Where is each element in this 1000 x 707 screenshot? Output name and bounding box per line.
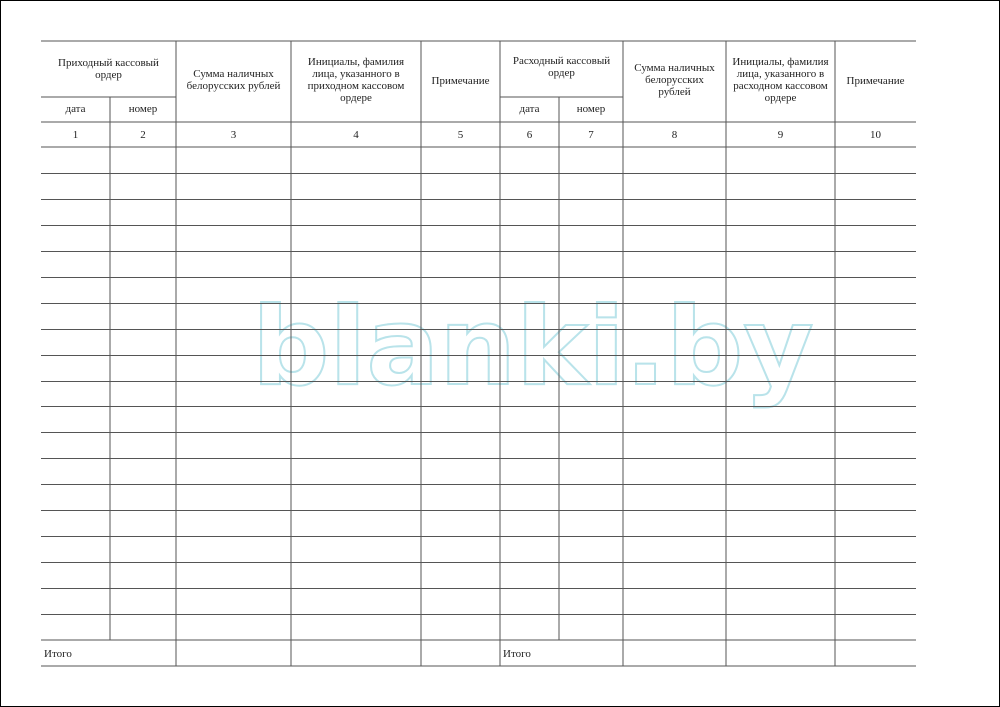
incoming-total-label: Итого bbox=[44, 648, 72, 660]
column-number: 7 bbox=[588, 129, 594, 141]
outgoing-sum-header-line: Сумма наличных bbox=[634, 62, 715, 74]
incoming-person-header-line: приходном кассовом bbox=[307, 80, 405, 92]
outgoing-person-header-line: расходном кассовом bbox=[733, 80, 828, 92]
incoming-group-header-line: Приходный кассовый bbox=[58, 57, 159, 69]
incoming-date-header: дата bbox=[65, 103, 86, 115]
outgoing-group-header-line: ордер bbox=[548, 67, 575, 79]
outgoing-date-header: дата bbox=[519, 103, 540, 115]
outgoing-person-header-line: Инициалы, фамилия bbox=[732, 56, 829, 68]
column-number: 8 bbox=[671, 129, 678, 141]
column-number: 5 bbox=[457, 129, 464, 141]
outgoing-person-header-line: ордере bbox=[764, 92, 797, 104]
incoming-person-header-line: ордере bbox=[340, 92, 372, 104]
column-number: 2 bbox=[140, 129, 146, 141]
column-number: 4 bbox=[353, 129, 359, 141]
outgoing-person-header-line: лица, указанного в bbox=[736, 68, 825, 80]
incoming-person-header-line: Инициалы, фамилия bbox=[307, 56, 405, 68]
incoming-note-header: Примечание bbox=[431, 75, 490, 87]
outgoing-group-header-line: Расходный кассовый bbox=[512, 55, 611, 67]
column-number: 9 bbox=[777, 129, 784, 141]
column-number: 10 bbox=[870, 129, 881, 141]
incoming-sum-header-line: Сумма наличных bbox=[193, 68, 274, 80]
outgoing-number-header: номер bbox=[576, 103, 606, 115]
outgoing-total-label: Итого bbox=[503, 648, 531, 660]
incoming-sum-header-line: белорусских рублей bbox=[186, 80, 281, 92]
column-number: 3 bbox=[230, 129, 237, 141]
incoming-number-header: номер bbox=[128, 103, 158, 115]
outgoing-sum-header-line: белорусских bbox=[645, 74, 704, 86]
incoming-group-header-line: ордер bbox=[95, 69, 122, 81]
outgoing-sum-header-line: рублей bbox=[658, 86, 691, 98]
incoming-person-header-line: лица, указанного в bbox=[312, 68, 400, 80]
column-number: 6 bbox=[526, 129, 533, 141]
outgoing-note-header: Примечание bbox=[846, 75, 905, 87]
watermark-text: blanki.by bbox=[252, 285, 814, 410]
column-number: 1 bbox=[72, 129, 79, 141]
